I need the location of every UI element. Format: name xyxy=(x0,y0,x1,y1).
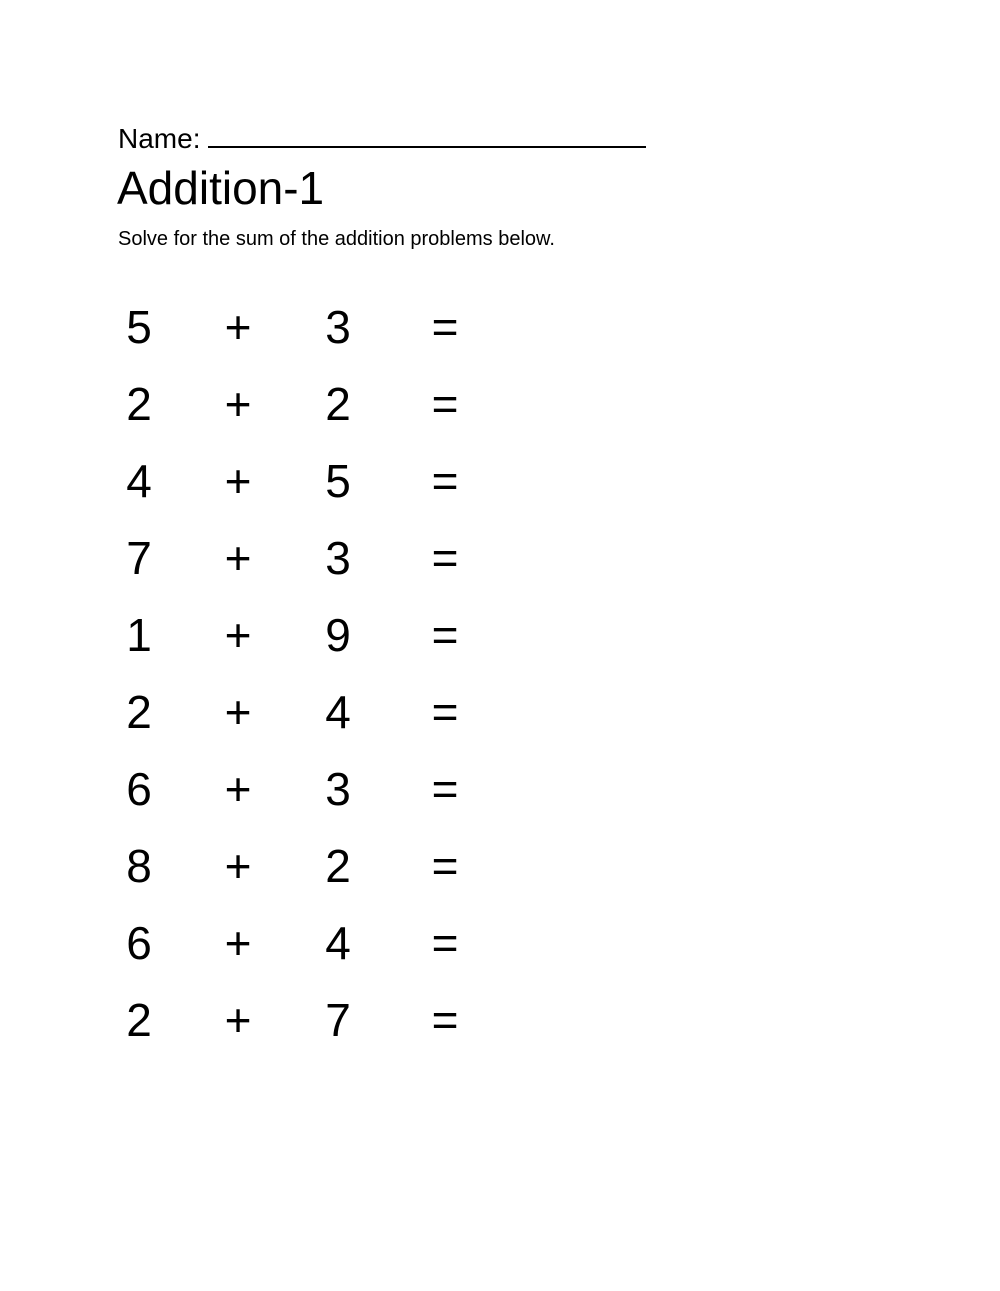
addend-b: 3 xyxy=(325,763,351,815)
equals-sign: = xyxy=(431,763,459,815)
addend-b: 4 xyxy=(325,917,351,969)
addend-a: 7 xyxy=(126,532,152,584)
problem-row xyxy=(0,990,600,1050)
addend-a: 4 xyxy=(126,455,152,507)
addend-a: 6 xyxy=(126,917,152,969)
equals-sign: = xyxy=(431,301,459,353)
problem-row xyxy=(0,836,600,896)
problem-row xyxy=(0,682,600,742)
plus-sign: + xyxy=(224,532,252,584)
equals-sign: = xyxy=(431,994,459,1046)
equals-sign: = xyxy=(431,455,459,507)
problem-row xyxy=(0,297,600,357)
plus-sign: + xyxy=(224,609,252,661)
equals-sign: = xyxy=(431,378,459,430)
addend-a: 2 xyxy=(126,378,152,430)
equals-sign: = xyxy=(431,917,459,969)
addend-b: 3 xyxy=(325,301,351,353)
equals-sign: = xyxy=(431,686,459,738)
addend-b: 7 xyxy=(325,994,351,1046)
addend-a: 6 xyxy=(126,763,152,815)
problem-row xyxy=(0,451,600,511)
plus-sign: + xyxy=(224,686,252,738)
addend-a: 2 xyxy=(126,994,152,1046)
addend-a: 8 xyxy=(126,840,152,892)
problem-row xyxy=(0,759,600,819)
addend-a: 1 xyxy=(126,609,152,661)
problem-row xyxy=(0,913,600,973)
equals-sign: = xyxy=(431,609,459,661)
addend-b: 2 xyxy=(325,840,351,892)
name-label: Name: xyxy=(118,123,201,154)
addend-a: 2 xyxy=(126,686,152,738)
plus-sign: + xyxy=(224,763,252,815)
problem-row xyxy=(0,374,600,434)
addend-b: 4 xyxy=(325,686,351,738)
plus-sign: + xyxy=(224,301,252,353)
addend-b: 3 xyxy=(325,532,351,584)
plus-sign: + xyxy=(224,917,252,969)
plus-sign: + xyxy=(224,994,252,1046)
addend-a: 5 xyxy=(126,301,152,353)
plus-sign: + xyxy=(224,378,252,430)
addend-b: 9 xyxy=(325,609,351,661)
worksheet-instructions: Solve for the sum of the addition problems below. xyxy=(118,228,555,250)
worksheet-title: Addition-1 xyxy=(117,162,325,214)
problem-row xyxy=(0,528,600,588)
plus-sign: + xyxy=(224,840,252,892)
problem-row xyxy=(0,605,600,665)
addend-b: 5 xyxy=(325,455,351,507)
equals-sign: = xyxy=(431,840,459,892)
plus-sign: + xyxy=(224,455,252,507)
equals-sign: = xyxy=(431,532,459,584)
addend-b: 2 xyxy=(325,378,351,430)
